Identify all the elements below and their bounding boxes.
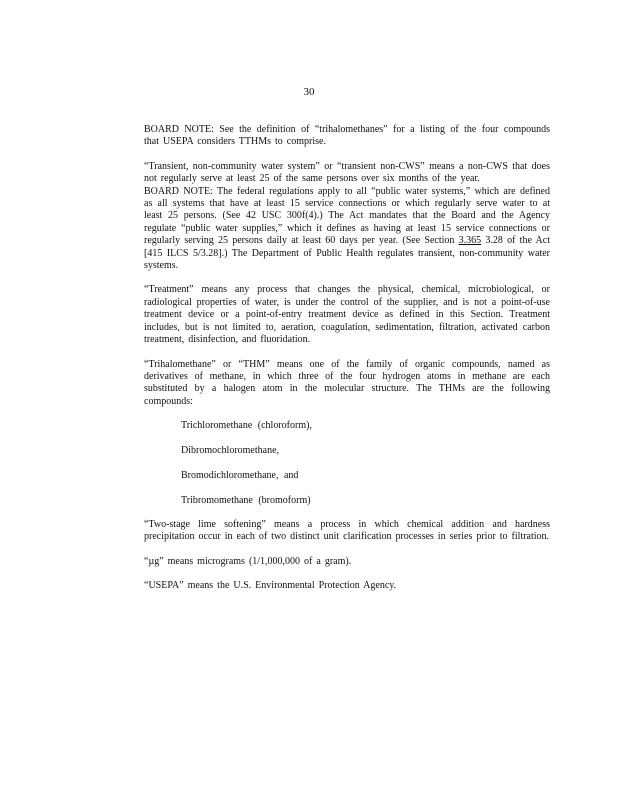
- thm-compound-list: [144, 420, 550, 507]
- definition-two-stage-lime-softening: “Two-stage lime softening” means a process in which chemical addition and hardness precipitation occur in each of two distinct unit clarification processes in series prior to filtration.: [144, 518, 550, 543]
- list-item: Dibromochloromethane,: [181, 444, 280, 456]
- page-number: 30: [303, 86, 315, 98]
- board-note-tthm: BOARD NOTE: See the definition of “trihalomethanes” for a listing of the four compounds that USEPA considers TTHMs to comprise.: [144, 124, 550, 148]
- list-item: Bromodichloromethane, and: [181, 469, 299, 481]
- board-note-text-part1: BOARD NOTE: The federal regulations apply to all “public water systems,” which are defined as all systems that have at least 15 service connections or which regularly serve water to at least 25 persons. (See 42 USC 300f(4).) The Act mandates that the Board and the Agency regulate “public water supplies,” which it defines as having at least 15 service connections or regularly serving 25 persons daily at least 60 days per year. (See Section: [144, 185, 550, 247]
- definition-trihalomethane: “Trihalomethane” or “THM” means one of the family of organic compounds, named as derivatives of methane, in which three of the four hydrogen atoms in methane are each substituted by a halogen atom in the molecular structure. The THMs are the following compounds:: [144, 358, 550, 407]
- definition-transient-ncws: “Transient, non-community water system” or “transient non-CWS” means a non-CWS that does not regularly serve at least 25 of the same persons over six months of the year.: [144, 160, 550, 185]
- definition-microgram: “µg” means micrograms (1/1,000,000 of a gram).: [144, 555, 352, 567]
- board-note-public-water-systems: [144, 186, 550, 273]
- section-reference: 3.365: [458, 235, 482, 247]
- list-item: Tribromomethane (bromoform): [181, 494, 311, 506]
- list-item: Trichloromethane (chloroform),: [181, 420, 312, 432]
- board-note-text-part2: 3.28 of the Act [415 ILCS 5/3.28].) The Department of Public Health regulates transient, non-community water systems.: [144, 235, 550, 272]
- definition-usepa: “USEPA” means the U.S. Environmental Protection Agency.: [144, 580, 397, 592]
- definition-treatment: “Treatment” means any process that changes the physical, chemical, microbiological, or radiological properties of water, is under the control of the supplier, and is not a point-of-use treatment device or a point-of-entry treatment device as defined in this Section. Treatment includes, but is not limited to, aeration, coagulation, sedimentation, filtration, activated carbon treatment, disinfection, and fluoridation.: [144, 284, 550, 346]
- page-content: [144, 124, 550, 605]
